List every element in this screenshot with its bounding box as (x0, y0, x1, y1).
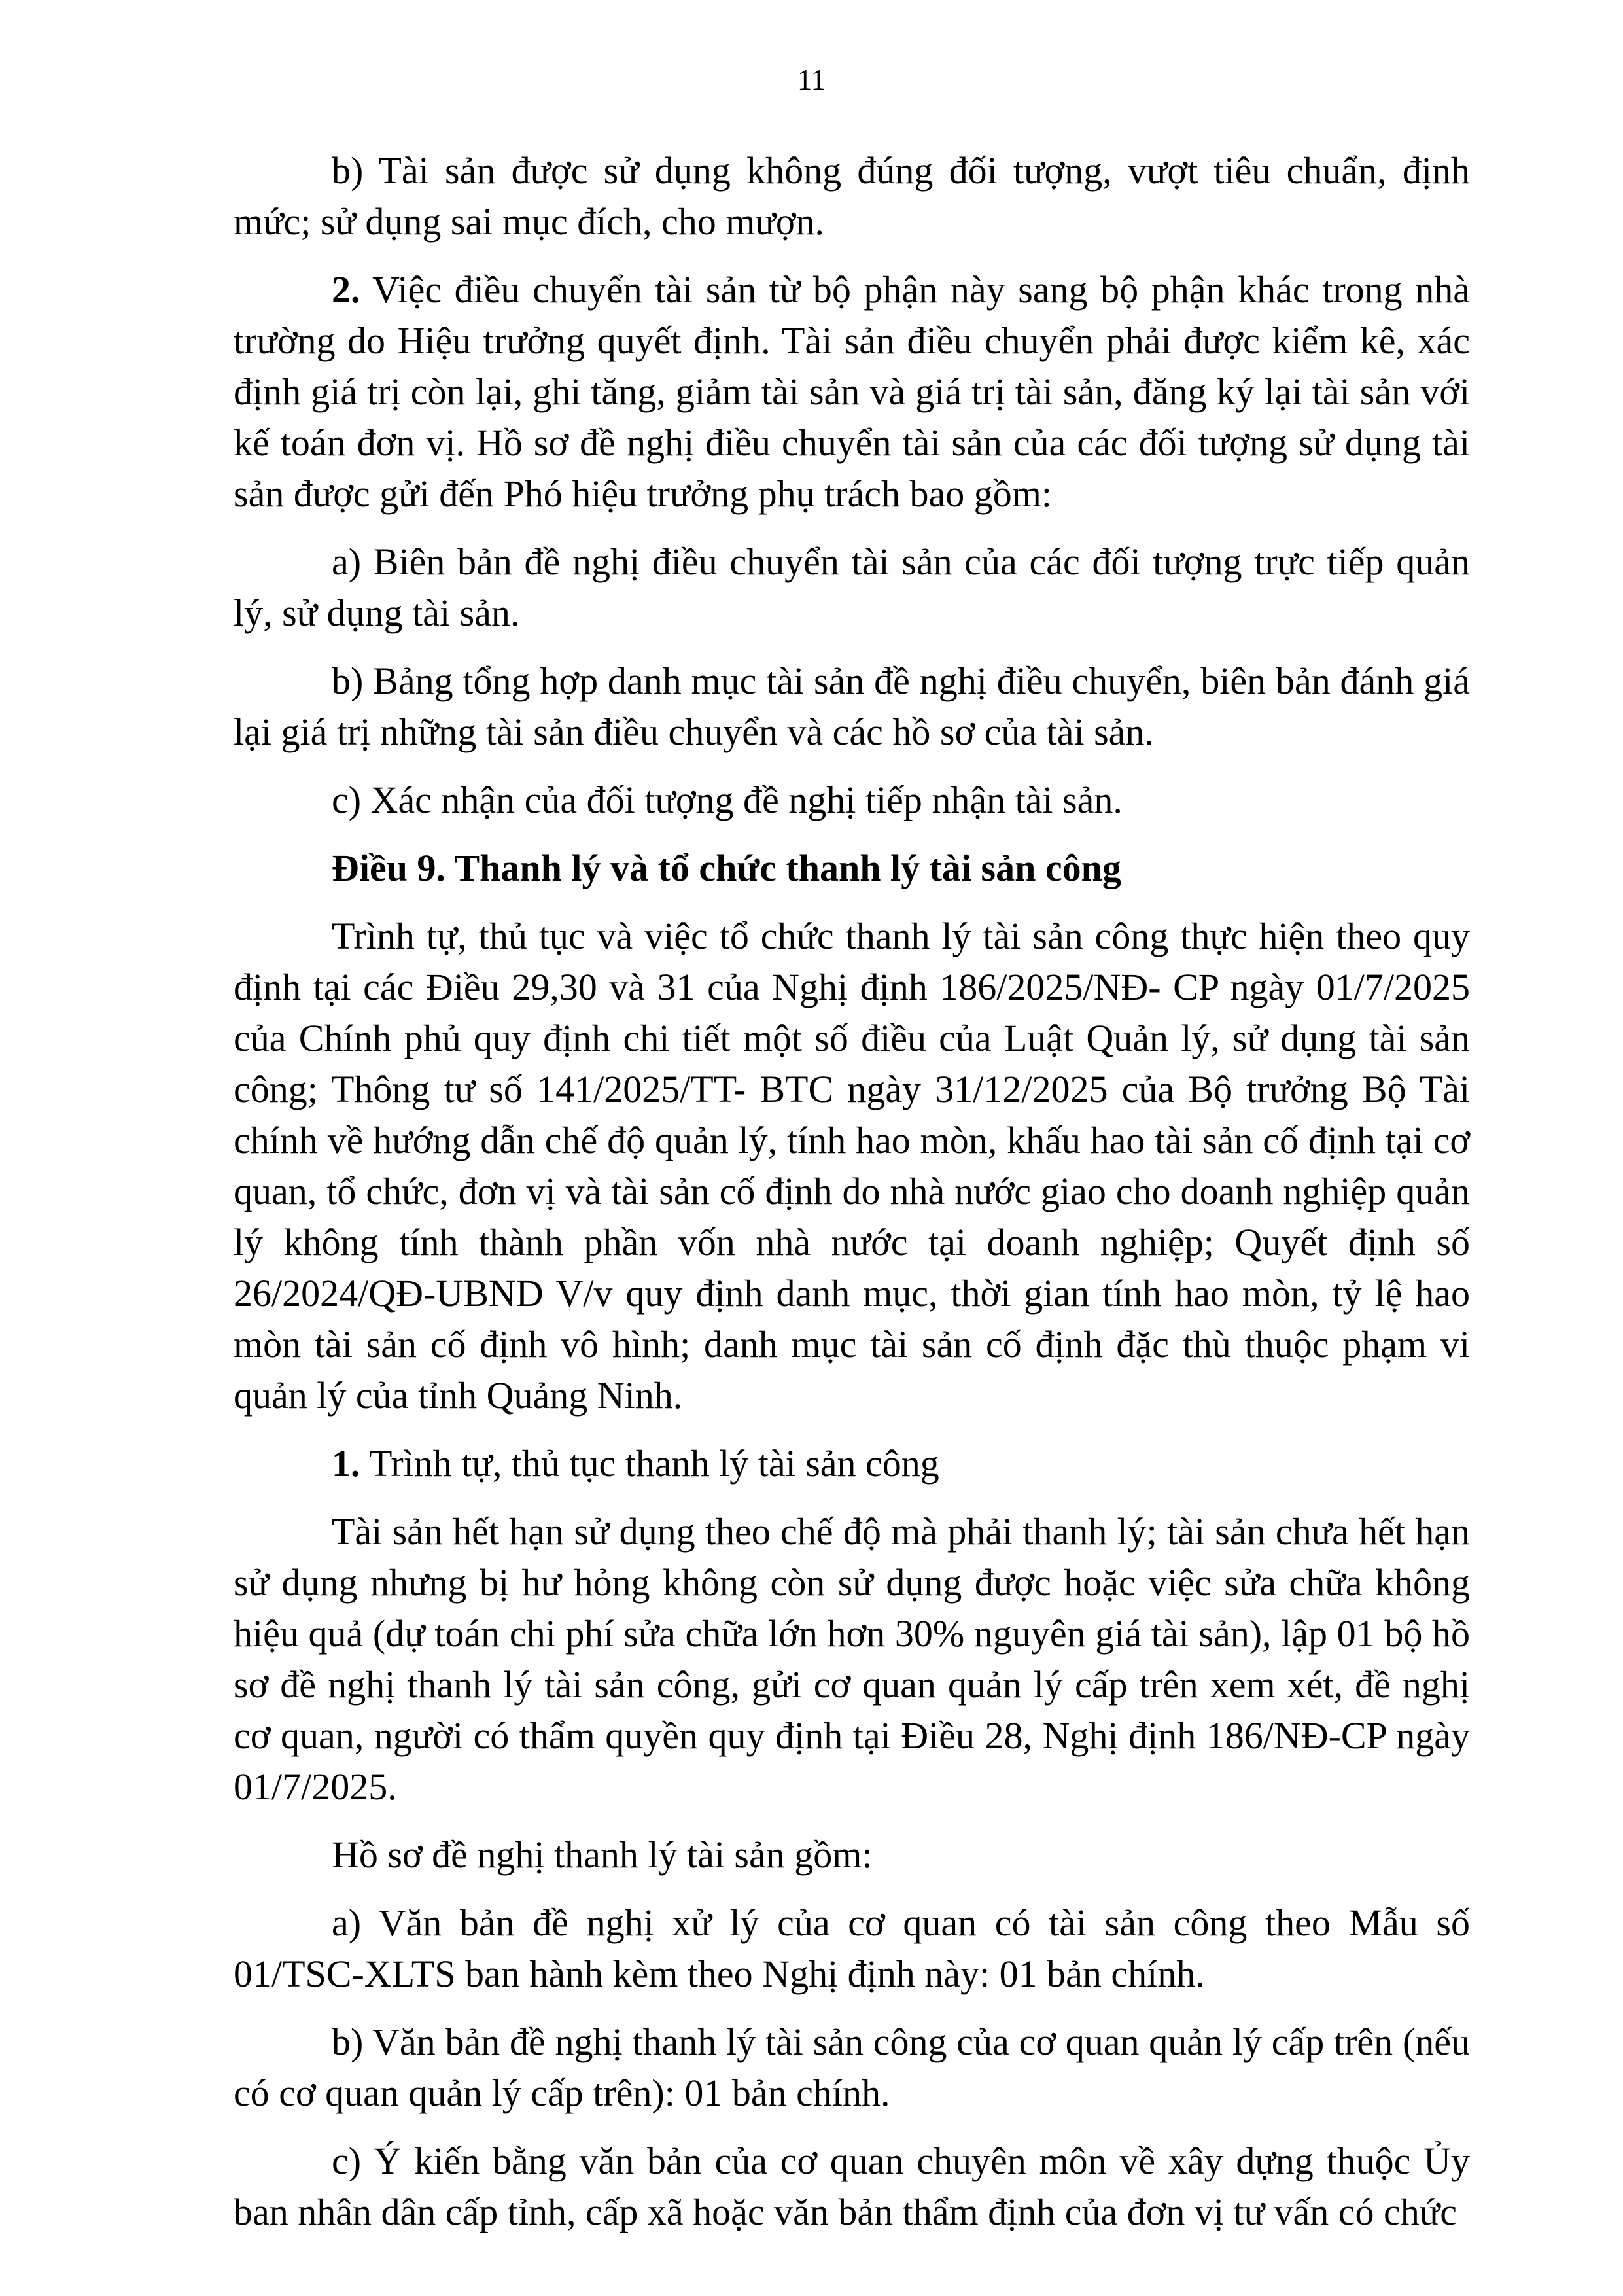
paragraph-text: Trình tự, thủ tục thanh lý tài sản công (360, 1442, 939, 1485)
paragraph-text: Tài sản hết hạn sử dụng theo chế độ mà phải thanh lý; tài sản chưa hết hạn sử dụng nhưng bị hư hỏng không còn sử dụng được hoặc việc sửa chữa không hiệu quả (dự toán chi phí sửa chữa lớn hơn 30% nguyên giá tài sản), lập 01 bộ hồ sơ đề nghị thanh lý tài sản công, gửi cơ quan quản lý cấp trên xem xét, đề nghị cơ quan, người có thẩm quyền quy định tại Điều 28, Nghị định 186/NĐ-CP ngày 01/7/2025. (234, 1510, 1470, 1808)
paragraph (234, 1438, 1470, 1489)
paragraph-text: a) Biên bản đề nghị điều chuyển tài sản của các đối tượng trực tiếp quản lý, sử dụng tài sản. (234, 540, 1470, 634)
paragraph (234, 1898, 1470, 2000)
paragraph-text: c) Ý kiến bằng văn bản của cơ quan chuyên môn về xây dựng thuộc Ủy ban nhân dân cấp tỉnh, cấp xã hoặc văn bản thẩm định của đơn vị tư vấn có chức (234, 2140, 1470, 2233)
paragraph-text: b) Văn bản đề nghị thanh lý tài sản công của cơ quan quản lý cấp trên (nếu có cơ quan quản lý cấp trên): 01 bản chính. (234, 2021, 1470, 2114)
paragraph-text: a) Văn bản đề nghị xử lý của cơ quan có tài sản công theo Mẫu số 01/TSC-XLTS ban hành kèm theo Nghị định này: 01 bản chính. (234, 1901, 1470, 1995)
paragraph-text: b) Tài sản được sử dụng không đúng đối tượng, vượt tiêu chuẩn, định mức; sử dụng sai mục đích, cho mượn. (234, 149, 1470, 243)
paragraph (234, 775, 1470, 826)
paragraph (234, 656, 1470, 758)
paragraph (234, 2017, 1470, 2119)
article-heading: Điều 9. Thanh lý và tổ chức thanh lý tài sản công (332, 847, 1121, 889)
paragraph (234, 1506, 1470, 1812)
paragraph-text: c) Xác nhận của đối tượng đề nghị tiếp nhận tài sản. (332, 779, 1123, 821)
paragraph-number: 1. (332, 1442, 360, 1485)
paragraph-number: 2. (332, 268, 360, 311)
document-body (234, 145, 1470, 2238)
page-number: 11 (797, 63, 826, 96)
paragraph (234, 911, 1470, 1421)
paragraph (234, 264, 1470, 520)
paragraph-text: Việc điều chuyển tài sản từ bộ phận này sang bộ phận khác trong nhà trường do Hiệu trưởng quyết định. Tài sản điều chuyển phải được kiểm kê, xác định giá trị còn lại, ghi tăng, giảm tài sản và giá trị tài sản, đăng ký lại tài sản với kế toán đơn vị. Hồ sơ đề nghị điều chuyển tài sản của các đối tượng sử dụng tài sản được gửi đến Phó hiệu trưởng phụ trách bao gồm: (234, 268, 1470, 515)
paragraph (234, 145, 1470, 247)
paragraph (234, 1829, 1470, 1881)
paragraph-text: b) Bảng tổng hợp danh mục tài sản đề nghị điều chuyển, biên bản đánh giá lại giá trị những tài sản điều chuyển và các hồ sơ của tài sản. (234, 660, 1470, 753)
paragraph (234, 537, 1470, 639)
paragraph-text: Hồ sơ đề nghị thanh lý tài sản gồm: (332, 1833, 873, 1876)
paragraph (234, 2136, 1470, 2238)
paragraph-text: Trình tự, thủ tục và việc tổ chức thanh lý tài sản công thực hiện theo quy định tại các Điều 29,30 và 31 của Nghị định 186/2025/NĐ- CP ngày 01/7/2025 của Chính phủ quy định chi tiết một số điều của Luật Quản lý, sử dụng tài sản công; Thông tư số 141/2025/TT- BTC ngày 31/12/2025 của Bộ trưởng Bộ Tài chính về hướng dẫn chế độ quản lý, tính hao mòn, khấu hao tài sản cố định tại cơ quan, tổ chức, đơn vị và tài sản cố định do nhà nước giao cho doanh nghiệp quản lý không tính thành phần vốn nhà nước tại doanh nghiệp; Quyết định số 26/2024/QĐ-UBND V/v quy định danh mục, thời gian tính hao mòn, tỷ lệ hao mòn tài sản cố định vô hình; danh mục tài sản cố định đặc thù thuộc phạm vi quản lý của tỉnh Quảng Ninh. (234, 915, 1470, 1417)
